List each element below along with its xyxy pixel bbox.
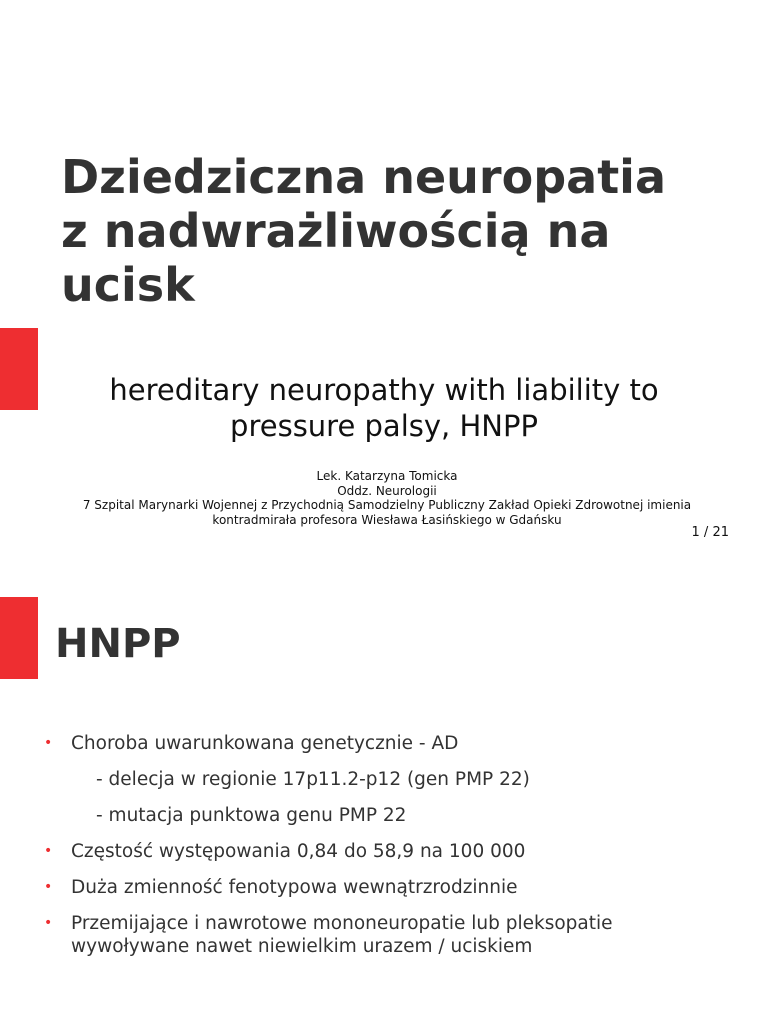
sub-bullet-item: - mutacja punktowa genu PMP 22 <box>96 805 407 826</box>
bullet-text: Duża zmienność fenotypowa wewnątrzrodzinnie <box>71 877 518 898</box>
slide-heading: HNPP <box>55 621 181 667</box>
accent-bar <box>0 597 38 679</box>
content-slide <box>0 560 768 1024</box>
subtitle-line: hereditary neuropathy with liability to <box>109 373 659 407</box>
bullet-item <box>0 840 768 863</box>
bullet-text: Choroba uwarunkowana genetycznie - AD <box>71 733 459 754</box>
institution-line: kontradmirała profesora Wiesława Łasińskiego w Gdańsku <box>212 512 562 527</box>
institution-line: 7 Szpital Marynarki Wojennej z Przychodnią Samodzielny Publiczny Zakład Opieki Zdrowotnej imienia <box>82 498 692 513</box>
bullet-dot-icon: • <box>44 879 53 895</box>
bullet-dot-icon: • <box>44 915 53 931</box>
sub-bullet-item: - delecja w regionie 17p11.2-p12 (gen PMP 22) <box>96 769 530 790</box>
bullet-dot-icon: • <box>44 735 53 751</box>
bullet-dot-icon: • <box>44 843 53 859</box>
bullet-item <box>0 732 768 755</box>
slide-subtitle <box>0 372 768 444</box>
bullet-text-line: wywoływane nawet niewielkim urazem / uciskiem <box>71 936 533 957</box>
page-number: 1 / 21 <box>691 525 729 540</box>
slide-title-line: z nadwrażliwością na <box>61 204 611 258</box>
author-credits <box>0 469 768 527</box>
subtitle-line: pressure palsy, HNPP <box>230 409 538 443</box>
author-name: Lek. Katarzyna Tomicka <box>316 469 458 483</box>
department: Oddz. Neurologii <box>337 483 437 498</box>
slide-title <box>61 150 741 312</box>
bullet-item <box>0 876 768 899</box>
bullet-list <box>0 732 768 971</box>
bullet-text-line: Przemijające i nawrotowe mononeuropatie lub pleksopatie <box>71 913 613 934</box>
bullet-text: Częstość występowania 0,84 do 58,9 na 100 000 <box>71 841 526 862</box>
bullet-item <box>0 912 768 958</box>
slide-title-line: Dziedziczna neuropatia <box>61 150 666 204</box>
slide-title-line: ucisk <box>61 258 195 312</box>
